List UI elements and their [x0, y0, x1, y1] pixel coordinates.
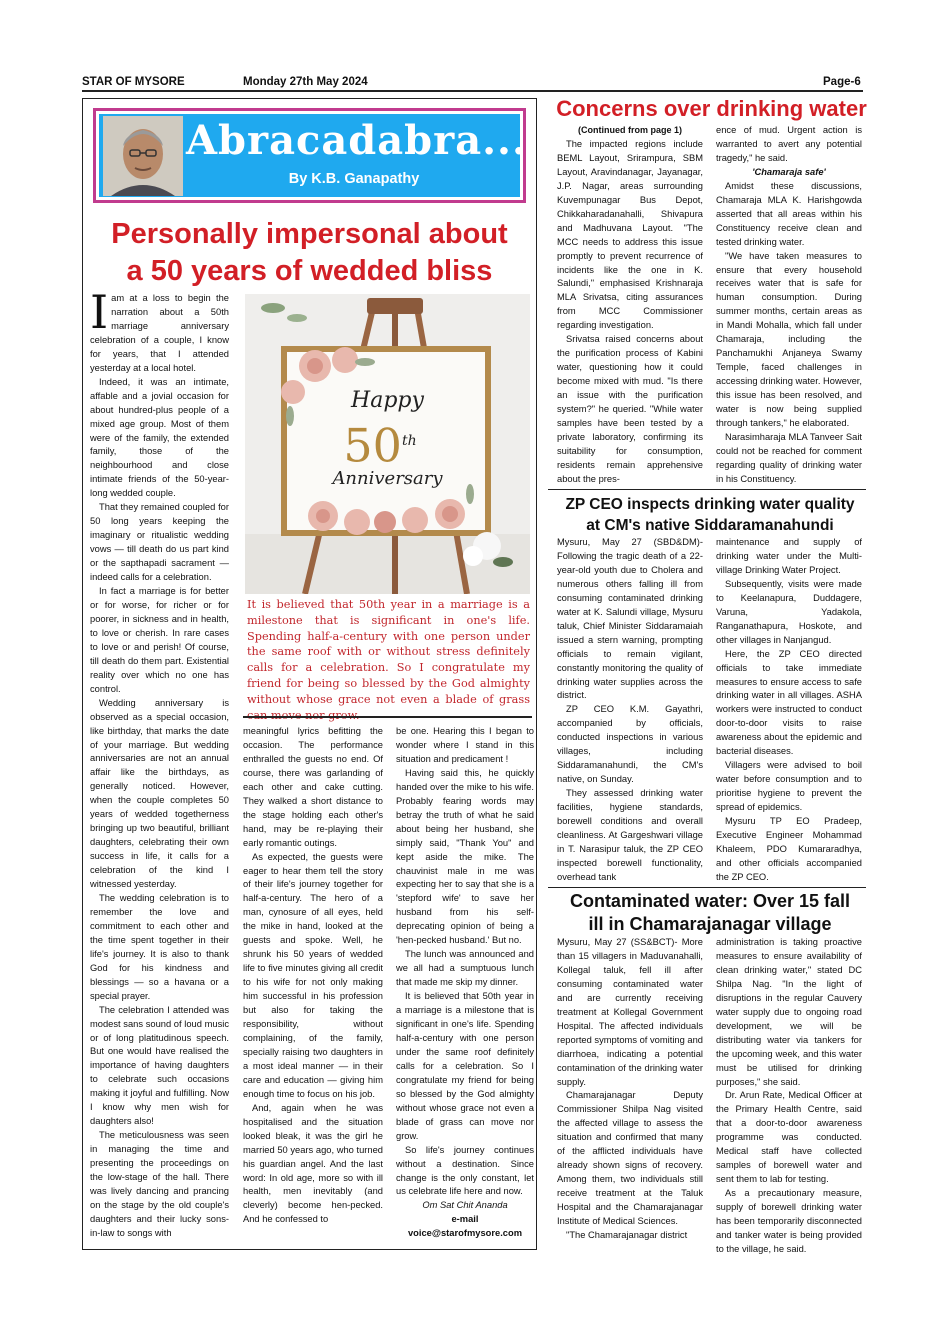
- email-label: e-mail: [451, 1214, 479, 1225]
- story2-headline: ZP CEO inspects drinking water quality at CM's native Siddaramanahundi: [565, 496, 855, 534]
- paragraph: Having said this, he quickly handed over the mike to his wife. Probably fearing words may betray the truth of what he said about being her husband, she simply said, "Thank You" and kept aside the mike. The chauvinist male in me was expecting her to say that she is a 'stepford wife' to save her husband from his self-deprecating opinion of being a 'hen-pecked husband.' But no.: [396, 767, 534, 946]
- story1-column-1: [557, 124, 703, 488]
- anniversary-image: [245, 294, 530, 594]
- main-headline: Personally impersonal about a 50 years of wedded bliss: [111, 218, 508, 287]
- signoff: Om Sat Chit Ananda: [422, 1200, 508, 1211]
- paragraph: be one. Hearing this I began to wonder where I stand in this situation and predicament !: [396, 726, 534, 764]
- paragraph: As expected, the guests were eager to hear them tell the story of their life's journey together for half-a-century. The hero of a man, cynosure of all eyes, held the mike in hand, looked at the guests and spoke. Well, he shrunk his 50 years of wedded life to five minutes giving all credit to his wife for not only making him successful in his profession but also for taking the responsibility, without complaining, of the family, specially raising two daughters in a most ideal manner — in their care and education — giving him enough time to focus on his job.: [243, 851, 383, 1099]
- paragraph: Amidst these discussions, Chamaraja MLA K. Harishgowda asserted that all areas within his Constituency receive clean and tested drinking water.: [716, 180, 862, 247]
- continued-note: (Continued from page 1): [578, 125, 682, 135]
- story3-column-1: [557, 936, 703, 1266]
- paragraph: The meticulousness was seen in managing the time and presenting the proceedings on the low-stage of the hall. There was lively dancing and prancing on the stage by the old couple's daughters and their lucky sons-in-law to songs with: [90, 1130, 229, 1238]
- subhead: 'Chamaraja safe': [752, 166, 826, 177]
- paragraph: That they remained coupled for 50 long years keeping the imaginary or ritualistic wedding vows — till death do us part kind or the sapthapadi sacrament — indeed calls for a celebration.: [90, 502, 229, 583]
- story2-column-2: [716, 536, 862, 886]
- paragraph: Indeed, it was an intimate, affable and a jovial occasion for about hundred-plus people of a mixed age group. Most of them were of the family, the extended family, those of the neighbourhood and close intimate friends of the 50-year-long wedded couple.: [90, 376, 229, 499]
- paragraph: The impacted regions include BEML Layout, Srirampura, SBM Layout, Aravindanagar, Jayanagar, J.P. Nagar, areas surrounding Kuvempunagar Bus Depot, Chikkaharadanahalli, Shivapura and Madhuvana Layout. "The MCC needs to address this issue promptly to prevent recurrence of incidents like the one in K. Salundi," emphasised Krishnaraja MLA Srivatsa, citing assurances from MCC Commissioner regarding investigation.: [557, 138, 703, 331]
- story-divider: [548, 887, 866, 888]
- paragraph: In fact a marriage is for better or for worse, for richer or for poorer, in sickness and in health, to love or cherish. In rare cases to love or and perish! Of course, till death do them part. Existential reality over which no one has control.: [90, 586, 229, 694]
- paragraph: Narasimharaja MLA Tanveer Sait could not be reached for comment regarding quality of drinking water in his Constituency.: [716, 431, 862, 484]
- paragraph: Srivatsa raised concerns about the purification process of Kabini water, questioning how it could become mixed with mud. "Is there an issue with the purification system?" he queried. "While water samples have been tested by a private laboratory, confirming its suitability for consumption, residents remain apprehensive about the pres-: [557, 334, 703, 484]
- column-title: Abracadabra...: [186, 117, 527, 164]
- paragraph: Villagers were advised to boil water before consumption and to prioritise hygiene to prevent the spread of epidemics.: [716, 760, 862, 813]
- paragraph: As a precautionary measure, supply of borewell drinking water has been temporarily disconnected and tanker water is being provided to the village, he said.: [716, 1188, 862, 1254]
- story3-column-2: [716, 936, 862, 1266]
- story1-column-2: [716, 124, 862, 488]
- paragraph: meaningful lyrics befitting the occasion. The performance enthralled the guests no end. Of course, there was garlanding of each other and cake cutting. They walked a short distance to the stage holding each other's hand, may be re-playing their early romantic outings.: [243, 726, 383, 848]
- paragraph: Subsequently, visits were made to Keelanapura, Duddagere, Varuna, Yadakola, Ranganathapura, Hoskote, and other villages in Nanjangud.: [716, 578, 862, 645]
- paragraph: ZP CEO K.M. Gayathri, accompanied by officials, conducted inspections in various villages, including Siddaramanahundi, the CM's native, on Sunday.: [557, 704, 703, 785]
- pull-quote-rule: [243, 716, 532, 718]
- paragraph: Wedding anniversary is observed as a special occasion, like birthday, that marks the date of your marriage. But wedding anniversaries are not an annual affair like the birthdays, as generally noticed. However, when the couple completes 50 years of wedded togetherness bringing up two beautiful, brilliant daughters, celebrating their own success in life, it calls for a celebration of the kind I witnessed yesterday.: [90, 697, 229, 890]
- story3-headline: Contaminated water: Over 15 fall ill in Chamarajanagar village: [569, 891, 851, 934]
- page-number: Page-6: [823, 76, 861, 88]
- paragraph: am at a loss to begin the narration about a 50th marriage anniversary celebration of a couple, I know for years, that I attended yesterday at a local hotel.: [90, 293, 229, 373]
- paragraph: maintenance and supply of drinking water under the Multi-village Drinking Water Project.: [716, 537, 862, 575]
- image-text-happy: Happy: [351, 388, 424, 413]
- paragraph: Mysuru TP EO Pradeep, Executive Engineer Mohammad Khaleem, PDO Kumararadhya, and other officials accompanied the ZP CEO.: [716, 816, 862, 882]
- paragraph: So life's journey continues without a destination. Since change is the only constant, let us celebrate life here and now.: [396, 1144, 534, 1197]
- author-email[interactable]: voice@starofmysore.com: [407, 1228, 522, 1239]
- paragraph: Mysuru, May 27 (SS&BCT)- More than 15 villagers in Maduvanahalli, Kollegal taluk, fell ill after consuming contaminated water and are currently receiving treatment at Kollegal Government Hospital. The affected individuals reported symptoms of vomiting and diarrhoea, indicating a potential contamination of the drinking water supply.: [557, 937, 703, 1087]
- paragraph: "The Chamarajanagar district: [566, 1230, 688, 1241]
- paragraph: "We have taken measures to ensure that every household receives water that is safe for human consumption. During summer months, certain areas as in Mandi Mohalla, which fall under Chamaraja, including the Panchamukhi Anjaneya Swamy Temple, faced challenges in accessing drinking water. However, this issue has been resolved, and water is now being supplied through tankers," he elaborated.: [716, 250, 862, 429]
- image-text-50: 50th: [343, 418, 417, 473]
- image-text-anniversary: Anniversary: [332, 468, 443, 489]
- paper-name: STAR OF MYSORE: [82, 76, 185, 88]
- paragraph: Dr. Arun Rate, Medical Officer at the Primary Health Centre, said that a door-to-door awareness programme was conducted. Medical staff have collected samples of borewell water and sent them to lab for testing.: [716, 1090, 862, 1185]
- paragraph: The lunch was announced and we all had a sumptuous lunch that made me skip my dinner.: [396, 949, 534, 988]
- paragraph: ence of mud. Urgent action is warranted to avert any potential tragedy," he said.: [716, 125, 862, 163]
- author-photo: [103, 116, 183, 196]
- paragraph: And, again when he was hospitalised and the situation looked bleak, it was the girl he married 50 years ago, who turned his guardian angel. And the last word: In old age, more so with ill health, men inevitably (and cleverly) become hen-pecked. And he confessed to: [243, 1102, 383, 1225]
- main-column-3: [396, 725, 534, 1247]
- paragraph: They assessed drinking water facilities, hygiene standards, borewell conditions and overall cleanliness. At Gargeshwari village in T. Narasipur taluk, the ZP CEO inspected borewell functionality, overhead tank: [557, 788, 703, 882]
- main-column-2: [243, 725, 383, 1247]
- column-byline: By K.B. Ganapathy: [288, 171, 420, 187]
- story2-column-1: [557, 536, 703, 886]
- paragraph: The celebration I attended was modest sans sound of loud music or of long platitudinous speech. But one would have realised the importance of having daughters to celebrate such occasions making it joyful and fulfilling. Now I know why men wish for daughters also!: [90, 1004, 229, 1127]
- story1-headline: Concerns over drinking water: [556, 96, 867, 121]
- paragraph: Chamarajanagar Deputy Commissioner Shilpa Nag visited the affected village to assess the situation and confirmed that many of the afflicted individuals have already shown signs of recovery. Among them, two individuals still receive treatment at the Taluk Hospital and the Chamarajanagar Institute of Medical Sciences.: [557, 1090, 703, 1227]
- drop-cap: I: [90, 292, 109, 339]
- paragraph: The wedding celebration is to remember the love and commitment to each other and the time spent together in their life's journey. It is also to thank God for his kindness and blessings — so a havana or a special prayer.: [90, 892, 229, 1001]
- paragraph: Here, the ZP CEO directed officials to take immediate measures to ensure access to safe drinking water in all villages. ASHA workers were instructed to conduct door-to-door visits to raise awareness about the epidemic and bacterial diseases.: [716, 648, 862, 757]
- paragraph: It is believed that 50th year in a marriage is a milestone that is significant in one's life. Spending half-a-century with one person under the same roof definitely calls for a celebration. So I congratulate my friend for being so blessed by the God almighty without whose grace not even a blade of grass can move nor grow.: [396, 991, 534, 1141]
- column-banner: [93, 108, 526, 203]
- paragraph: administration is taking proactive measures to ensure availability of clean drinking water," stated DC Shilpa Nag. "In the light of disruptions in the regular Cauvery water supply due to ongoing road development, we will be distributing water via tankers for the upcoming week, and this water must be utilised for drinking purposes," she said.: [716, 937, 862, 1087]
- pull-quote: It is believed that 50th year in a marriage is a milestone that is significant in one's life. Spending half-a-century with one person under the same roof with or without stress definitely calls for a celebration. So I congratulate my friend for being so blessed by the God almighty without whose grace not even a blade of grass: [247, 598, 530, 706]
- story-divider: [548, 489, 866, 490]
- issue-date: Monday 27th May 2024: [243, 76, 368, 88]
- paragraph: Mysuru, May 27 (SBD&DM)- Following the tragic death of a 22-year-old youth due to Cholera and numerous others falling ill from consuming contaminated drinking water at K. Salundi village, Mysuru taluk, Chief Minister Siddaramaiah issued a stern warning, prompting officials to remain vigilant, constantly monitoring the quality of drinking water supplies across the district.: [557, 537, 703, 701]
- main-column-1: [90, 292, 229, 1247]
- masthead-rule: [82, 90, 863, 92]
